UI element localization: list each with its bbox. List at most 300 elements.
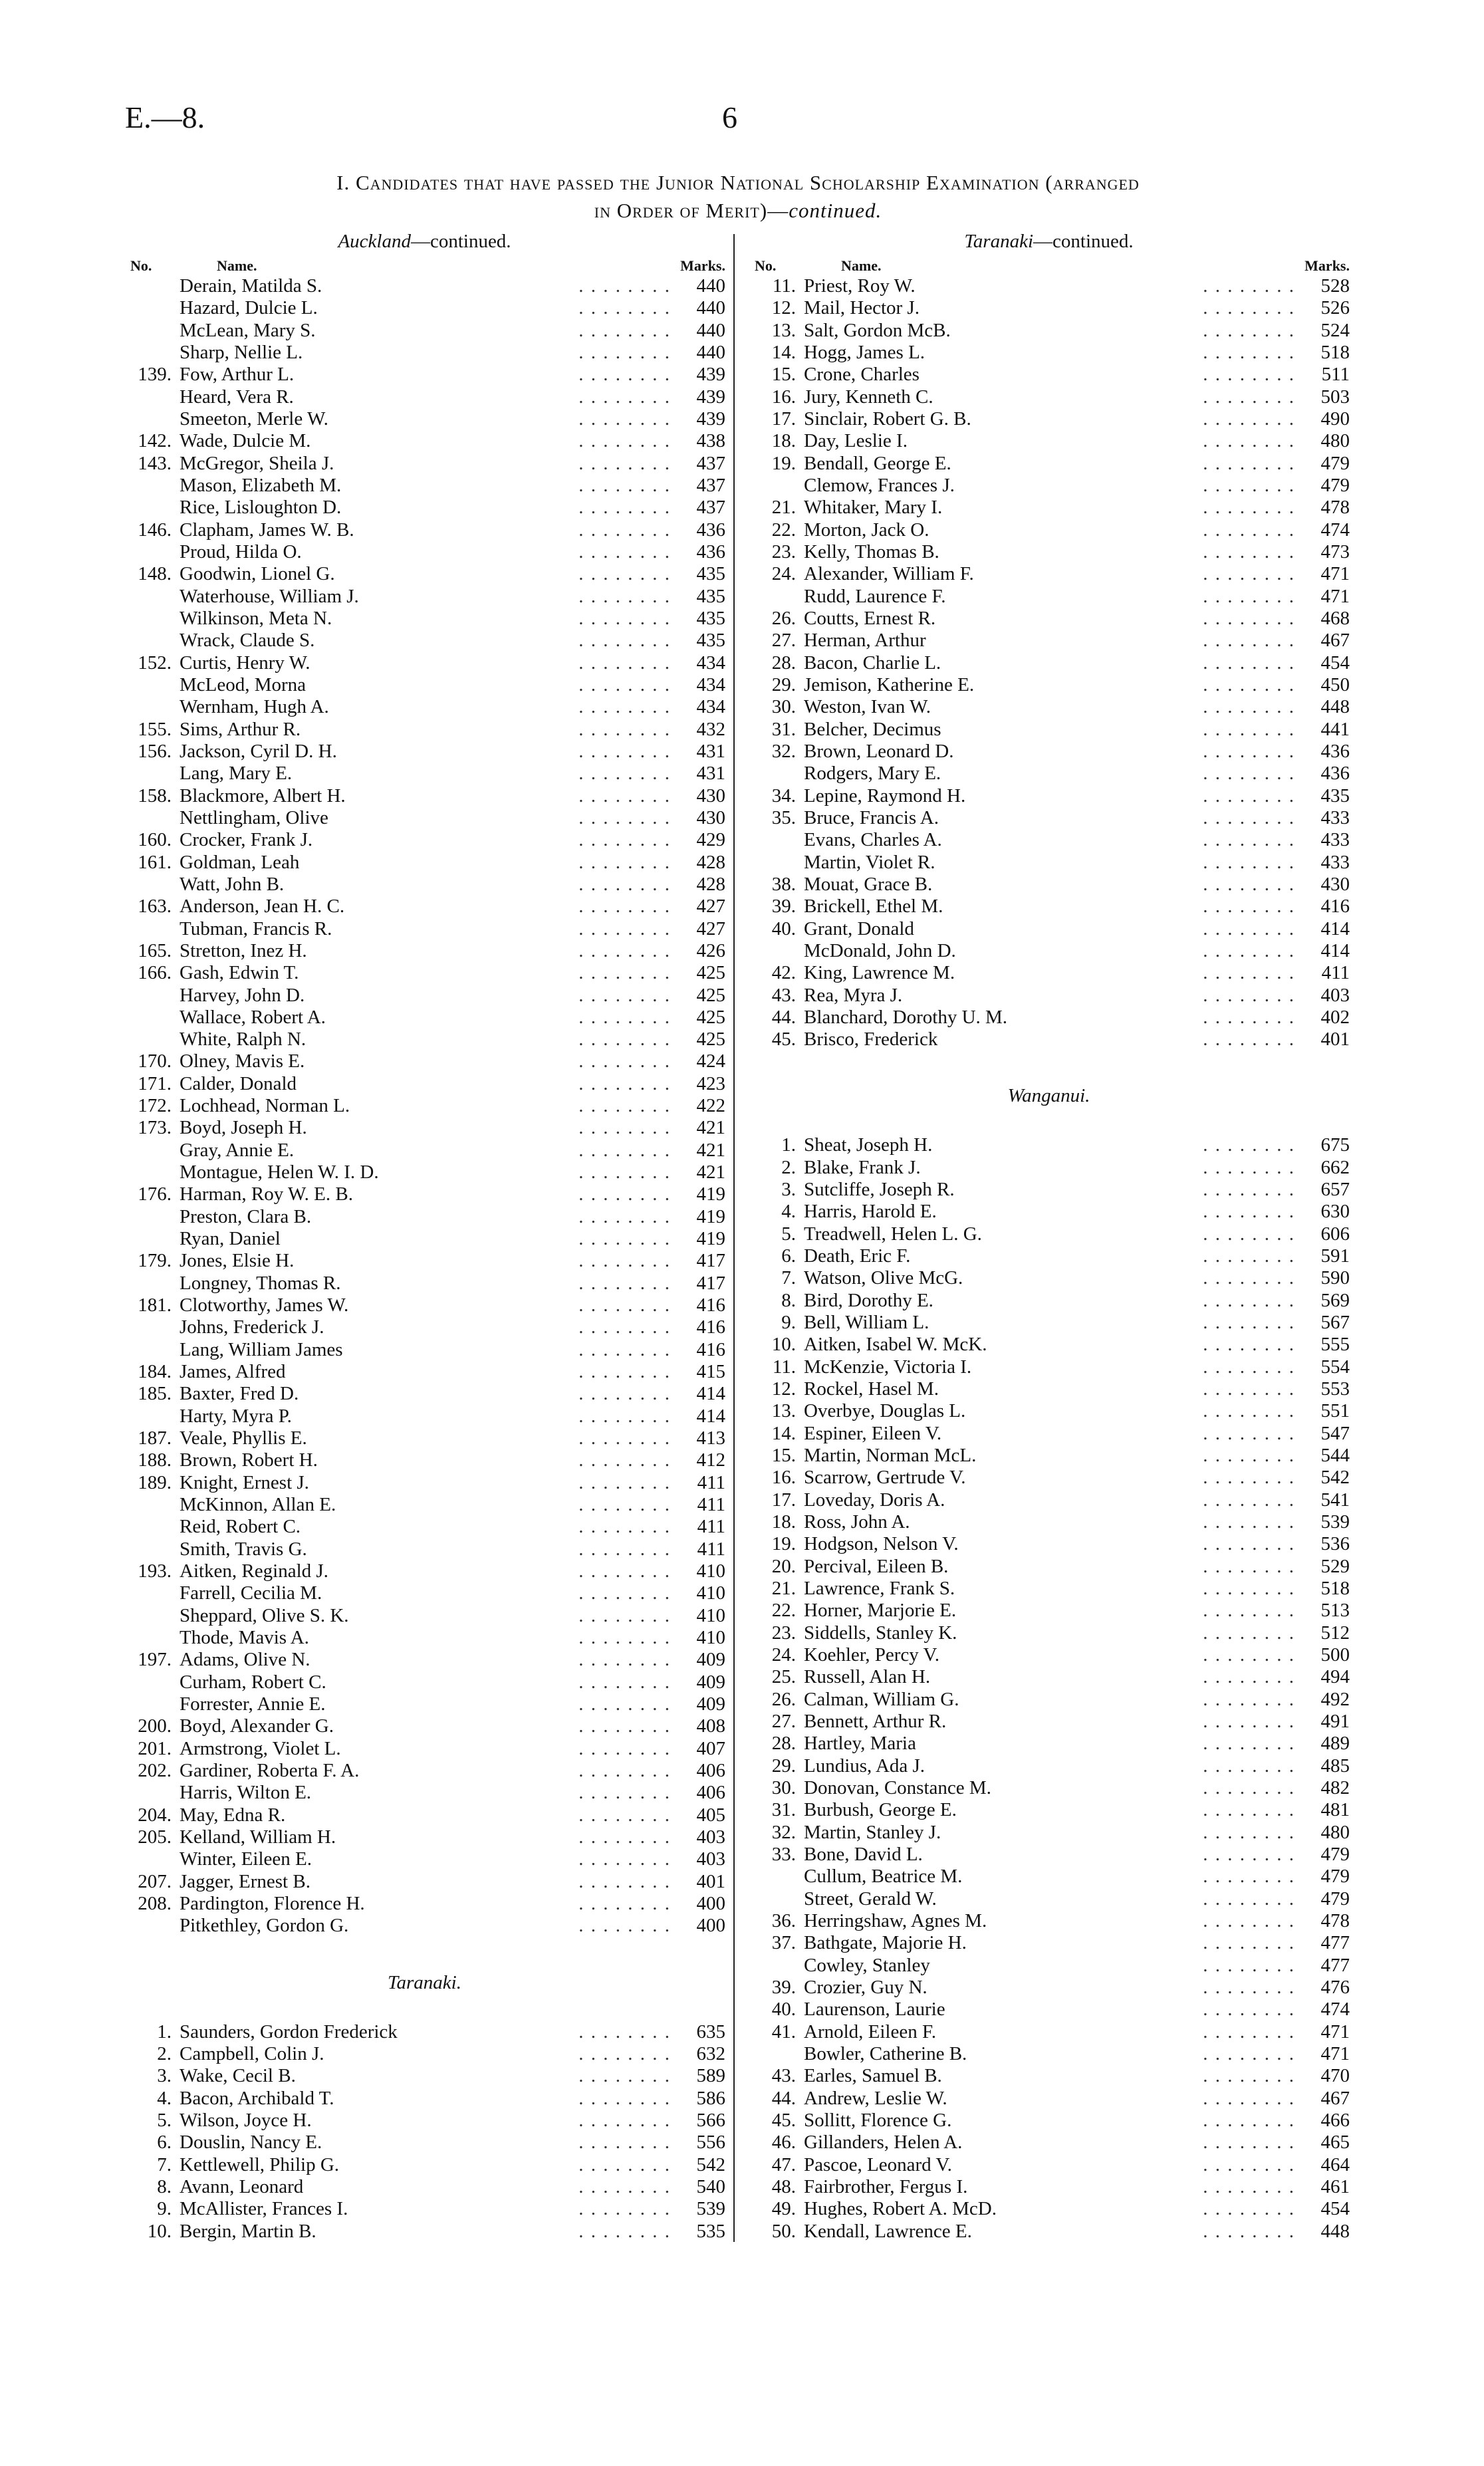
leader-dots: . . . . . . . . [578, 1295, 671, 1316]
candidate-name: Olney, Mavis E. [180, 1050, 310, 1072]
leader-dots: . . . . . . . . [578, 519, 671, 541]
candidate-name: Pitkethley, Gordon G. [180, 1915, 354, 1937]
leader-dots: . . . . . . . . [1203, 851, 1295, 873]
marks-value: 411 [697, 1494, 725, 1516]
leader-dots: . . . . . . . . [578, 873, 671, 895]
candidate-name: Baxter, Fred D. [180, 1383, 304, 1405]
list-item [124, 342, 725, 364]
leader-dots: . . . . . . . . [578, 1915, 671, 1937]
candidate-name: Smith, Travis G. [180, 1539, 312, 1560]
marks-value: 412 [696, 1449, 725, 1471]
list-item [748, 1600, 1350, 1622]
list-item [748, 342, 1350, 364]
candidate-name: Goldman, Leah [180, 852, 305, 874]
list-item [124, 807, 725, 829]
column-headers-right [748, 253, 1350, 275]
list-item [748, 2132, 1350, 2154]
candidate-name: Kelland, William H. [180, 1826, 341, 1848]
list-item [748, 1334, 1350, 1356]
leader-dots: . . . . . . . . [578, 652, 671, 674]
list-item [124, 741, 725, 763]
marks-value: 423 [696, 1072, 725, 1094]
leader-dots: . . . . . . . . [1203, 1400, 1295, 1422]
list-item [748, 364, 1350, 386]
leader-dots: . . . . . . . . [1203, 1888, 1295, 1910]
marks-value: 425 [696, 962, 725, 984]
leader-dots: . . . . . . . . [578, 386, 671, 408]
leader-dots: . . . . . . . . [578, 607, 671, 629]
marks-value: 431 [696, 763, 725, 785]
leader-dots: . . . . . . . . [578, 2042, 671, 2064]
leader-dots: . . . . . . . . [1203, 873, 1295, 895]
list-item [748, 1866, 1350, 1888]
marks-value: 403 [1320, 984, 1350, 1006]
rank-number: 170. [138, 1050, 172, 1072]
marks-value: 518 [1320, 341, 1350, 363]
marks-value: 428 [696, 873, 725, 895]
leader-dots: . . . . . . . . [1203, 1600, 1295, 1622]
list-item [124, 829, 725, 851]
leader-dots: . . . . . . . . [578, 918, 671, 939]
rank-number: 7. [781, 1267, 796, 1289]
leader-dots: . . . . . . . . [1203, 763, 1295, 785]
candidate-name: Blake, Frank J. [804, 1157, 926, 1179]
leader-dots: . . . . . . . . [1203, 630, 1295, 652]
leader-dots: . . . . . . . . [1203, 275, 1295, 297]
rank-number: 193. [138, 1560, 172, 1582]
marks-value: 435 [696, 563, 725, 585]
rank-number: 35. [771, 806, 796, 828]
list-item [124, 1494, 725, 1516]
list-item [748, 1755, 1350, 1777]
candidate-name: Siddells, Stanley K. [804, 1622, 962, 1644]
leader-dots: . . . . . . . . [578, 1250, 671, 1272]
candidate-name: Bell, William L. [804, 1312, 934, 1334]
leader-dots: . . . . . . . . [1203, 541, 1295, 562]
leader-dots: . . . . . . . . [1203, 1866, 1295, 1888]
leader-dots: . . . . . . . . [578, 1782, 671, 1804]
rank-number: 16. [771, 1467, 796, 1489]
marks-value: 427 [696, 896, 725, 918]
candidate-name: Avann, Leonard [180, 2176, 309, 2198]
marks-value: 432 [696, 718, 725, 740]
leader-dots: . . . . . . . . [578, 2065, 671, 2087]
marks-value: 524 [1320, 319, 1350, 341]
page-reference: E.—8. [125, 100, 205, 134]
rank-number: 163. [138, 896, 172, 918]
rank-number: 1. [157, 2021, 172, 2042]
marks-value: 470 [1320, 2065, 1350, 2087]
candidate-name: Sharp, Nellie L. [180, 342, 308, 364]
rank-number: 11. [772, 275, 796, 297]
rank-number: 185. [138, 1383, 172, 1405]
leader-dots: . . . . . . . . [1203, 2109, 1295, 2131]
candidate-name: Bird, Dorothy E. [804, 1290, 939, 1312]
rank-number: 39. [771, 1976, 796, 1998]
list-item [748, 741, 1350, 763]
leader-dots: . . . . . . . . [578, 1095, 671, 1117]
candidate-name: Mason, Elizabeth M. [180, 475, 346, 497]
candidate-name: Derain, Matilda S. [180, 275, 327, 297]
rank-number: 28. [771, 652, 796, 674]
marks-value: 401 [696, 1870, 725, 1892]
rank-number: 29. [771, 674, 796, 695]
marks-value: 539 [696, 2198, 725, 2220]
rank-number: 16. [771, 386, 796, 408]
candidate-name: Fairbrother, Fergus I. [804, 2176, 973, 2198]
candidate-name: Jury, Kenneth C. [804, 386, 939, 408]
candidate-name: Coutts, Ernest R. [804, 608, 941, 630]
marks-value: 411 [1321, 962, 1350, 984]
list-item [748, 386, 1350, 408]
list-item [748, 852, 1350, 874]
leader-dots: . . . . . . . . [1203, 1578, 1295, 1600]
leader-dots: . . . . . . . . [578, 364, 671, 386]
leader-dots: . . . . . . . . [578, 674, 671, 695]
taranaki-list [124, 2021, 725, 2243]
rank-number: 18. [771, 430, 796, 452]
marks-value: 466 [1320, 2109, 1350, 2131]
title-line-2 [133, 197, 1343, 225]
candidate-name: Kettlewell, Philip G. [180, 2154, 344, 2176]
leader-dots: . . . . . . . . [1203, 696, 1295, 718]
marks-value: 468 [1320, 607, 1350, 629]
rank-number: 48. [771, 2175, 796, 2197]
leader-dots: . . . . . . . . [578, 2021, 671, 2042]
list-item [124, 962, 725, 984]
marks-value: 479 [1320, 474, 1350, 496]
list-item [124, 940, 725, 962]
marks-value: 461 [1320, 2175, 1350, 2197]
candidate-name: McLean, Mary S. [180, 320, 321, 342]
leader-dots: . . . . . . . . [578, 1050, 671, 1072]
list-item [748, 1489, 1350, 1511]
marks-value: 416 [696, 1316, 725, 1338]
list-item [124, 652, 725, 674]
candidate-name: Boyd, Joseph H. [180, 1117, 312, 1139]
rank-number: 3. [781, 1179, 796, 1201]
candidate-name: Montague, Helen W. I. D. [180, 1162, 384, 1183]
candidate-name: Heard, Vera R. [180, 386, 299, 408]
marks-value: 556 [696, 2132, 725, 2154]
marks-value: 657 [1320, 1179, 1350, 1201]
rank-number: 29. [771, 1755, 796, 1777]
candidate-name: Waterhouse, William J. [180, 586, 364, 608]
leader-dots: . . . . . . . . [1203, 1976, 1295, 1998]
candidate-name: Hartley, Maria [804, 1733, 922, 1755]
marks-value: 430 [696, 785, 725, 806]
candidate-name: Percival, Eileen B. [804, 1556, 953, 1578]
list-item [124, 2176, 725, 2198]
marks-value: 410 [696, 1582, 725, 1604]
leader-dots: . . . . . . . . [1203, 452, 1295, 474]
candidate-name: Herman, Arthur [804, 630, 931, 652]
marks-value: 500 [1320, 1644, 1350, 1666]
list-item [748, 1999, 1350, 2021]
marks-value: 590 [1320, 1267, 1350, 1289]
marks-value: 414 [1320, 939, 1350, 961]
candidate-name: Bathgate, Majorie H. [804, 1932, 972, 1954]
candidate-name: Watt, John B. [180, 874, 289, 896]
list-item [748, 1777, 1350, 1799]
list-item [748, 1932, 1350, 1954]
list-item [124, 2110, 725, 2132]
rank-number: 42. [771, 962, 796, 984]
candidate-name: Boyd, Alexander G. [180, 1715, 339, 1737]
candidate-name: Bowler, Catherine B. [804, 2043, 972, 2065]
leader-dots: . . . . . . . . [578, 1759, 671, 1781]
candidate-name: Crocker, Frank J. [180, 829, 318, 851]
header-no: No. [755, 257, 777, 274]
leader-dots: . . . . . . . . [578, 2154, 671, 2175]
list-item [124, 1073, 725, 1095]
list-item [124, 608, 725, 630]
marks-value: 410 [696, 1560, 725, 1582]
candidate-name: Rodgers, Mary E. [804, 763, 946, 785]
candidate-name: Hazard, Dulcie L. [180, 297, 323, 319]
marks-value: 503 [1320, 386, 1350, 408]
rank-number: 172. [138, 1095, 172, 1117]
list-item [748, 497, 1350, 519]
candidate-name: Reid, Robert C. [180, 1516, 306, 1538]
list-item [124, 2065, 725, 2087]
candidate-name: Earles, Samuel B. [804, 2065, 947, 2087]
leader-dots: . . . . . . . . [1203, 1289, 1295, 1311]
list-item [124, 297, 725, 319]
list-item [748, 2043, 1350, 2065]
leader-dots: . . . . . . . . [578, 1538, 671, 1560]
list-item [748, 630, 1350, 652]
rank-number: 24. [771, 1644, 796, 1666]
auckland-list [124, 275, 725, 1937]
candidate-name: Stretton, Inez H. [180, 940, 312, 962]
candidate-name: Rice, Lisloughton D. [180, 497, 346, 519]
list-item [124, 1206, 725, 1228]
list-item [748, 1423, 1350, 1445]
marks-value: 513 [1320, 1600, 1350, 1622]
leader-dots: . . . . . . . . [578, 1516, 671, 1538]
list-item [124, 519, 725, 541]
title-line-1: I. Candidates that have passed the Junior National Scholarship Examination (arranged [336, 171, 1140, 194]
marks-value: 471 [1320, 2021, 1350, 2042]
candidate-name: Martin, Violet R. [804, 852, 941, 874]
rank-number: 34. [771, 785, 796, 806]
rank-number: 155. [138, 718, 172, 740]
candidate-name: Belcher, Decimus [804, 719, 947, 741]
candidate-name: Lawrence, Frank S. [804, 1578, 960, 1600]
marks-value: 434 [696, 652, 725, 674]
title-line-2-suffix: continued. [789, 199, 882, 222]
leader-dots: . . . . . . . . [1203, 1006, 1295, 1028]
candidate-name: Andrew, Leslie W. [804, 2088, 953, 2110]
marks-value: 489 [1320, 1733, 1350, 1755]
marks-value: 542 [1320, 1467, 1350, 1489]
marks-value: 430 [696, 806, 725, 828]
candidate-name: Fow, Arthur L. [180, 364, 299, 386]
list-item [124, 1007, 725, 1029]
marks-value: 411 [697, 1538, 725, 1560]
marks-value: 434 [696, 696, 725, 718]
section-title-taranaki-continued [748, 229, 1350, 253]
list-item [124, 1095, 725, 1117]
candidate-name: Sollitt, Florence G. [804, 2110, 957, 2132]
leader-dots: . . . . . . . . [1203, 1733, 1295, 1755]
leader-dots: . . . . . . . . [1203, 2065, 1295, 2087]
candidate-name: Sheat, Joseph H. [804, 1134, 937, 1156]
column-divider [733, 234, 735, 2242]
marks-value: 485 [1320, 1755, 1350, 1777]
marks-value: 425 [696, 1029, 725, 1050]
marks-value: 435 [696, 630, 725, 652]
marks-value: 405 [696, 1804, 725, 1826]
marks-value: 569 [1320, 1289, 1350, 1311]
list-item [124, 1605, 725, 1627]
leader-dots: . . . . . . . . [578, 1471, 671, 1493]
marks-value: 437 [696, 474, 725, 496]
candidate-name: Wernham, Hugh A. [180, 696, 334, 718]
list-item [748, 918, 1350, 940]
rank-number: 4. [781, 1201, 796, 1223]
header-name: Name. [841, 257, 882, 274]
rank-number: 27. [771, 630, 796, 652]
leader-dots: . . . . . . . . [1203, 1799, 1295, 1821]
candidate-name: Harvey, John D. [180, 985, 310, 1007]
list-item [124, 430, 725, 452]
leader-dots: . . . . . . . . [578, 1693, 671, 1715]
leader-dots: . . . . . . . . [578, 1671, 671, 1693]
candidate-name: Loveday, Doris A. [804, 1489, 950, 1511]
list-item [124, 1117, 725, 1139]
leader-dots: . . . . . . . . [578, 1316, 671, 1338]
rank-number: 44. [771, 2087, 796, 2109]
list-item [124, 852, 725, 874]
marks-value: 477 [1320, 1954, 1350, 1976]
rank-number: 24. [771, 563, 796, 585]
leader-dots: . . . . . . . . [1203, 474, 1295, 496]
list-item [124, 1029, 725, 1050]
list-item [124, 2221, 725, 2243]
rank-number: 10. [147, 2220, 172, 2242]
rank-number: 43. [771, 2065, 796, 2087]
candidate-name: Proud, Hilda O. [180, 541, 307, 563]
candidate-name: Rea, Myra J. [804, 985, 908, 1007]
leader-dots: . . . . . . . . [578, 2109, 671, 2131]
leader-dots: . . . . . . . . [1203, 1422, 1295, 1444]
candidate-name: Wrack, Claude S. [180, 630, 320, 652]
leader-dots: . . . . . . . . [1203, 896, 1295, 918]
list-item [124, 1316, 725, 1338]
marks-value: 480 [1320, 430, 1350, 452]
list-item [748, 1977, 1350, 1999]
candidate-name: Lundius, Ada J. [804, 1755, 930, 1777]
leader-dots: . . . . . . . . [1203, 497, 1295, 519]
candidate-name: Armstrong, Violet L. [180, 1738, 346, 1760]
leader-dots: . . . . . . . . [1203, 1666, 1295, 1688]
marks-value: 471 [1320, 563, 1350, 585]
rank-number: 13. [771, 1400, 796, 1422]
leader-dots: . . . . . . . . [578, 1427, 671, 1449]
list-item [748, 1910, 1350, 1932]
list-item [748, 1378, 1350, 1400]
list-item [124, 1516, 725, 1538]
candidate-name: Arnold, Eileen F. [804, 2021, 941, 2043]
candidate-name: Sheppard, Olive S. K. [180, 1605, 354, 1627]
list-item [748, 2221, 1350, 2243]
marks-value: 675 [1320, 1134, 1350, 1156]
marks-value: 437 [696, 497, 725, 519]
leader-dots: . . . . . . . . [578, 2132, 671, 2154]
candidate-name: Mail, Hector J. [804, 297, 925, 319]
leader-dots: . . . . . . . . [578, 630, 671, 652]
header-marks: Marks. [680, 257, 725, 274]
candidate-name: Adams, Olive N. [180, 1649, 316, 1671]
candidate-name: McDonald, John D. [804, 940, 961, 962]
candidate-name: Tubman, Francis R. [180, 918, 337, 940]
marks-value: 416 [696, 1338, 725, 1360]
marks-value: 479 [1320, 1888, 1350, 1910]
list-item [748, 1029, 1350, 1050]
candidate-name: Martin, Norman McL. [804, 1445, 981, 1467]
candidate-name: Ryan, Daniel [180, 1228, 286, 1250]
marks-value: 440 [696, 341, 725, 363]
leader-dots: . . . . . . . . [578, 497, 671, 519]
candidate-name: Bone, David L. [804, 1844, 928, 1866]
leader-dots: . . . . . . . . [1203, 652, 1295, 674]
marks-value: 415 [696, 1361, 725, 1383]
list-item [124, 1760, 725, 1782]
marks-value: 433 [1320, 851, 1350, 873]
leader-dots: . . . . . . . . [1203, 829, 1295, 851]
candidate-name: James, Alfred [180, 1361, 291, 1383]
list-item [124, 364, 725, 386]
list-item [748, 985, 1350, 1007]
list-item [748, 586, 1350, 608]
rank-number: 23. [771, 1622, 796, 1644]
list-item [748, 1245, 1350, 1267]
leader-dots: . . . . . . . . [1203, 1821, 1295, 1843]
leader-dots: . . . . . . . . [578, 1205, 671, 1227]
list-item [748, 1445, 1350, 1467]
list-item [124, 896, 725, 918]
rank-number: 8. [781, 1289, 796, 1311]
marks-value: 482 [1320, 1777, 1350, 1798]
candidate-name: Death, Eric F. [804, 1245, 916, 1267]
leader-dots: . . . . . . . . [578, 2220, 671, 2242]
leader-dots: . . . . . . . . [578, 563, 671, 585]
list-item [124, 1782, 725, 1804]
rank-number: 17. [771, 1489, 796, 1511]
candidate-name: Brickell, Ethel M. [804, 896, 948, 918]
candidate-name: Priest, Roy W. [804, 275, 921, 297]
list-item [124, 674, 725, 696]
marks-value: 414 [1320, 918, 1350, 939]
leader-dots: . . . . . . . . [578, 1892, 671, 1914]
rank-number: 13. [771, 319, 796, 341]
list-item [124, 719, 725, 741]
list-item [124, 541, 725, 563]
marks-value: 511 [1321, 364, 1350, 386]
leader-dots: . . . . . . . . [578, 1072, 671, 1094]
candidate-name: Brisco, Frederick [804, 1029, 943, 1050]
leader-dots: . . . . . . . . [1203, 740, 1295, 762]
candidate-name: Morton, Jack O. [804, 519, 934, 541]
candidate-name: Salt, Gordon McB. [804, 320, 956, 342]
leader-dots: . . . . . . . . [578, 1649, 671, 1671]
rank-number: 5. [157, 2109, 172, 2131]
leader-dots: . . . . . . . . [578, 1006, 671, 1028]
rank-number: 31. [771, 1799, 796, 1821]
marks-value: 480 [1320, 1821, 1350, 1843]
